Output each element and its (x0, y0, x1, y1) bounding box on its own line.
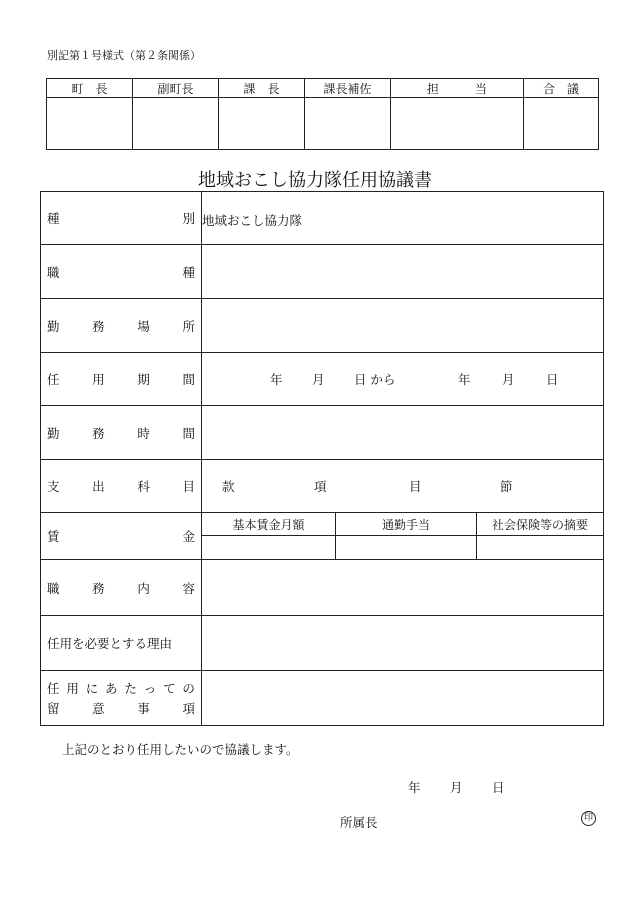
row-wage (41, 513, 604, 560)
date-day: 日 (492, 780, 505, 795)
approval-stamp-box[interactable] (391, 98, 524, 150)
label-char: 期 (137, 372, 150, 387)
approval-stamp-box[interactable] (133, 98, 219, 150)
account-setsu: 節 (500, 479, 513, 494)
row-job (41, 245, 604, 299)
approval-header-assistant-chief: 課長補佐 (305, 79, 391, 98)
wage-basic-input[interactable] (202, 536, 336, 560)
label-char: 務 (92, 580, 105, 596)
label-wage-b: 金 (182, 529, 195, 544)
label-char: た (124, 681, 137, 696)
label-char: 任 (47, 681, 60, 696)
approval-stamp-box[interactable] (47, 98, 133, 150)
label-char: て (163, 681, 176, 696)
label-char: 所 (182, 318, 195, 334)
label-char: 内 (137, 580, 150, 596)
approval-stamp-box[interactable] (219, 98, 305, 150)
value-workplace[interactable] (202, 299, 604, 353)
wage-subtable (202, 513, 603, 559)
wage-insurance-input[interactable] (477, 536, 604, 560)
period-day-from: 日 から (354, 372, 396, 387)
wage-col-basic: 基本賃金月額 (202, 513, 336, 536)
approval-table (46, 78, 599, 150)
account-moku: 目 (409, 479, 422, 494)
label-job-b: 種 (182, 264, 195, 280)
label-char: っ (143, 681, 157, 696)
agreement-table (40, 191, 604, 726)
value-account[interactable] (202, 460, 604, 513)
label-char: 場 (137, 318, 150, 334)
signer-label: 所属長 (340, 815, 378, 830)
value-reason[interactable] (202, 616, 604, 671)
label-reason: 任用を必要とする理由 (41, 616, 202, 671)
label-char: 務 (92, 425, 105, 441)
label-char: 務 (92, 318, 105, 334)
label-char: 職 (47, 580, 60, 596)
approval-header-consultation: 合 議 (524, 79, 599, 98)
period-month: 月 (312, 372, 325, 387)
submission-date[interactable] (408, 778, 505, 796)
value-hours[interactable] (202, 406, 604, 460)
period-day-end: 日 (546, 372, 559, 387)
label-job-a: 職 (47, 264, 60, 280)
label-char: 意 (92, 701, 105, 716)
period-month-end: 月 (502, 372, 515, 387)
label-char: 支 (47, 479, 60, 494)
label-char: の (182, 681, 195, 696)
label-char: 勤 (47, 318, 60, 334)
approval-header-staff: 担 当 (391, 79, 524, 98)
label-char: 科 (137, 479, 150, 494)
value-wage (202, 513, 604, 560)
approval-header-deputy-mayor: 副町長 (133, 79, 219, 98)
label-type-a: 種 (47, 211, 60, 226)
value-job[interactable] (202, 245, 604, 299)
form-note: 別記第１号様式（第２条関係） (47, 49, 201, 62)
document-title: 地域おこし協力隊任用協議書 (198, 170, 432, 191)
date-month: 月 (450, 780, 463, 795)
label-char: 時 (137, 425, 150, 441)
label-char: 目 (182, 479, 195, 494)
wage-col-insurance: 社会保険等の摘要 (477, 513, 604, 536)
row-notes (41, 671, 604, 726)
label-char: 任 (47, 372, 60, 387)
approval-stamp-box[interactable] (305, 98, 391, 150)
value-notes[interactable] (202, 671, 604, 726)
label-char: 留 (47, 701, 60, 716)
value-duties[interactable] (202, 560, 604, 616)
value-type[interactable]: 地域おこし協力隊 (202, 192, 604, 245)
label-char: 項 (182, 701, 195, 716)
label-wage-a: 賃 (47, 529, 60, 544)
row-reason (41, 616, 604, 671)
wage-commute-input[interactable] (336, 536, 477, 560)
label-char: 出 (92, 479, 105, 494)
label-char: 間 (182, 372, 195, 387)
label-char: 事 (137, 701, 150, 716)
approval-header-section-chief: 課 長 (219, 79, 305, 98)
wage-col-commute: 通勤手当 (336, 513, 477, 536)
label-char: 間 (182, 425, 195, 441)
row-hours (41, 406, 604, 460)
label-type-b: 別 (182, 211, 195, 226)
row-workplace (41, 299, 604, 353)
period-year: 年 (270, 372, 283, 387)
date-year: 年 (408, 780, 421, 795)
value-period[interactable] (202, 353, 604, 406)
row-period (41, 353, 604, 406)
approval-stamp-box[interactable] (524, 98, 599, 150)
row-account (41, 460, 604, 513)
label-char: あ (105, 681, 118, 696)
closing-statement: 上記のとおり任用したいので協議します。 (62, 742, 299, 757)
label-char: 勤 (47, 425, 60, 441)
label-char: 容 (182, 580, 195, 596)
row-duties (41, 560, 604, 616)
label-char: に (85, 681, 99, 696)
approval-header-mayor: 町 長 (47, 79, 133, 98)
account-kou: 項 (314, 479, 327, 494)
seal-icon: 印 (581, 811, 596, 826)
account-kan: 款 (222, 479, 235, 494)
label-char: 用 (92, 372, 105, 387)
period-year-end: 年 (458, 372, 471, 387)
row-type (41, 192, 604, 245)
label-char: 用 (66, 681, 79, 696)
